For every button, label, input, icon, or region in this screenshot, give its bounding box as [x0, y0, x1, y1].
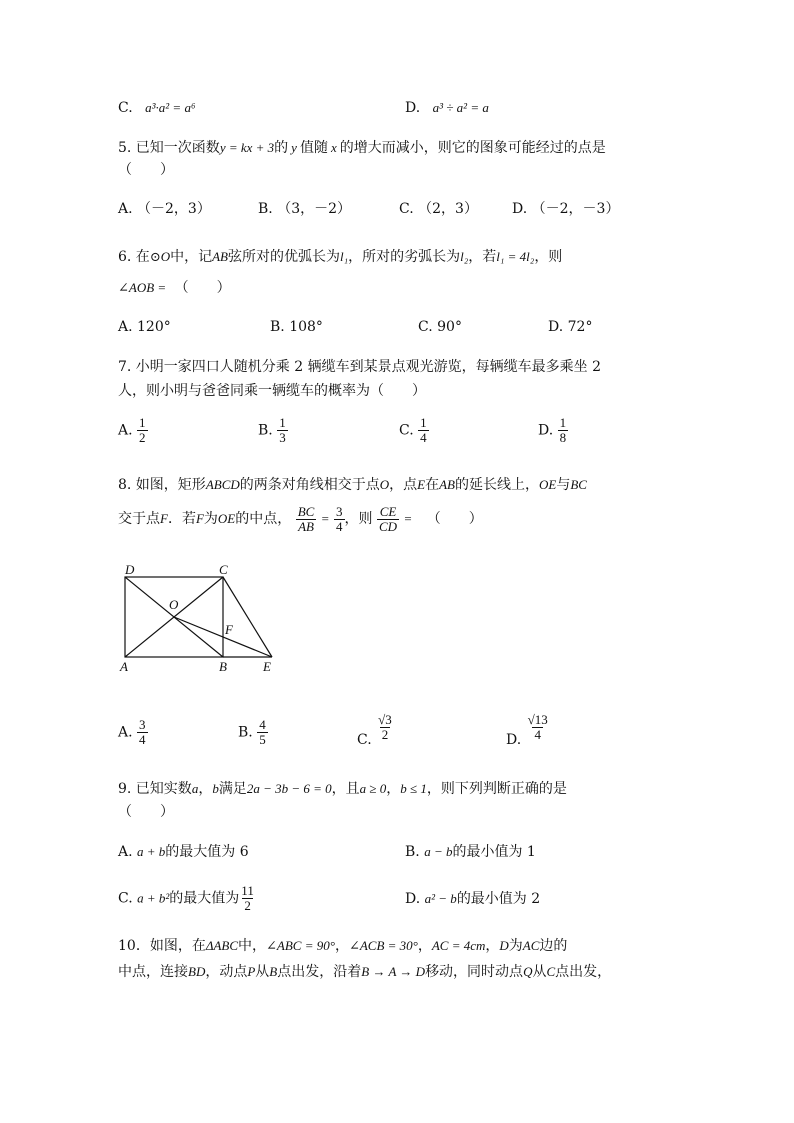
- point-d: D: [499, 938, 509, 953]
- q5-option-c: [399, 199, 478, 219]
- point-f: F: [160, 511, 168, 526]
- q8-text: 交于点: [118, 511, 160, 527]
- q5-option-a: [118, 199, 211, 219]
- q9-text: ，且: [331, 781, 360, 797]
- q10-text: 点出发，沿着: [277, 964, 362, 980]
- q4-option-c-expr: a³·a² = a⁶: [145, 100, 196, 115]
- denominator: CD: [378, 518, 398, 534]
- seg-ac: AC: [522, 938, 540, 953]
- fraction: [526, 713, 550, 742]
- rectangle-figure: [115, 560, 285, 675]
- q10-text: 中点，连接: [118, 964, 188, 980]
- option-value: （2，3）: [418, 201, 478, 217]
- option-label: C.: [399, 422, 414, 439]
- fraction: [137, 718, 148, 747]
- q10-text: 10．如图，在: [118, 938, 206, 954]
- label-b: B: [219, 659, 227, 674]
- q9-condition-b: b ≤ 1: [400, 781, 427, 796]
- q5-text: 的增大而减小，则它的图象可能经过的点是: [339, 140, 606, 156]
- point-e: E: [417, 477, 426, 492]
- option-label: A.: [118, 724, 133, 741]
- q8-option-c: [357, 712, 394, 748]
- fraction: [137, 416, 148, 445]
- option-value: 120°: [137, 319, 171, 335]
- path-bad: B → A → D: [361, 964, 426, 979]
- q8-option-d: [506, 712, 550, 748]
- q6-option-c: [418, 317, 462, 337]
- q9-text: ，: [198, 781, 213, 797]
- q8-stem-line1: [118, 475, 587, 495]
- q5-text: 值随: [299, 140, 328, 156]
- option-label: C.: [418, 319, 433, 335]
- q8-text: 的中点，: [235, 511, 292, 527]
- q5-text: 的: [274, 140, 289, 156]
- option-label: D.: [405, 100, 421, 116]
- q9-stem: [118, 779, 567, 799]
- option-value: （3，－2）: [277, 201, 352, 217]
- point-b: B: [269, 964, 278, 979]
- q8-text: 在: [425, 477, 440, 493]
- q9-option-b-expr: a − b: [424, 844, 453, 859]
- q10-text: 从: [532, 964, 547, 980]
- q7-option-c: [399, 416, 429, 445]
- angle-abc: ∠ABC = 90°: [266, 938, 335, 953]
- point-q: Q: [523, 964, 533, 979]
- seg-oe: OE: [539, 477, 557, 492]
- denominator: 4: [534, 727, 541, 742]
- q8-text: 与: [556, 477, 571, 493]
- option-label: B.: [405, 844, 420, 860]
- q8-text: ．若: [167, 511, 196, 527]
- fraction: [418, 416, 429, 445]
- q6-text: 6. 在: [118, 249, 150, 265]
- label-d: D: [125, 562, 135, 577]
- q7-option-b: [258, 416, 288, 445]
- denominator: 2: [244, 898, 251, 913]
- q10-text: 中，: [238, 938, 267, 954]
- q8-option-b: [238, 718, 268, 747]
- q9-option-c-expr: a + b²: [137, 890, 170, 906]
- q5-option-d: [512, 199, 619, 219]
- numerator: 1: [420, 415, 427, 430]
- option-label: D.: [506, 731, 522, 748]
- equals-sign: =: [403, 511, 413, 526]
- q10-stem-line1: [118, 936, 567, 956]
- q10-text: ，: [417, 938, 432, 954]
- fraction: [257, 718, 268, 747]
- q9-option-d-expr: a² − b: [424, 891, 457, 906]
- q9-option-a-text: 的最大值为 6: [165, 844, 249, 860]
- point-p: P: [247, 964, 256, 979]
- numerator: √3: [378, 712, 392, 727]
- numerator: 1: [139, 415, 146, 430]
- option-label: D.: [548, 319, 564, 335]
- numerator: BC: [297, 503, 315, 519]
- option-value: （－2，－3）: [531, 201, 620, 217]
- option-label: C.: [118, 890, 133, 907]
- var-b: b: [212, 781, 219, 796]
- q10-text: ，动点: [205, 964, 248, 980]
- denominator: 4: [336, 518, 343, 534]
- q10-text: 移动，同时动点: [425, 964, 524, 980]
- q4-option-d: [405, 98, 489, 118]
- denominator: 5: [259, 732, 266, 747]
- q5-var-y: y: [291, 140, 297, 155]
- q6-text: 中，记: [170, 249, 213, 265]
- angle-aob: ∠AOB =: [118, 280, 167, 295]
- fraction: [239, 884, 256, 913]
- q5-text: 5. 已知一次函数: [118, 140, 220, 156]
- q10-text: ，: [334, 938, 349, 954]
- circle-o: ⊙O: [149, 249, 171, 264]
- q10-text: 边的: [539, 938, 568, 954]
- option-label: B.: [270, 319, 285, 335]
- q7-option-a: [118, 416, 148, 445]
- q9-paren: （ ）: [118, 804, 174, 820]
- q9-option-d: [405, 889, 540, 909]
- q9-option-a-expr: a + b: [137, 844, 166, 859]
- option-value: 72°: [567, 319, 593, 335]
- rect-abcd: ABCD: [205, 477, 240, 492]
- q5-function: y = kx + 3: [219, 140, 275, 155]
- q8-option-a: [118, 718, 148, 747]
- label-e: E: [263, 659, 271, 674]
- option-label: B.: [238, 724, 253, 741]
- q9-option-d-text: 的最小值为 2: [456, 891, 541, 907]
- option-label: B.: [258, 422, 273, 439]
- option-label: A.: [118, 319, 133, 335]
- q9-text: 满足: [218, 781, 247, 797]
- q9-option-c: [118, 884, 256, 913]
- q6-paren: （ ）: [174, 280, 231, 296]
- q8-text: 的延长线上，: [455, 477, 539, 493]
- q6-stem-line2: [118, 278, 231, 298]
- fraction: [277, 416, 288, 445]
- var-l2: l₂: [460, 249, 469, 264]
- q5-option-b: [258, 199, 351, 219]
- option-label: A.: [118, 844, 133, 860]
- q10-text: 为: [508, 938, 523, 954]
- label-f: F: [225, 622, 233, 637]
- fraction-bc-ab: [296, 505, 317, 534]
- q6-stem: [118, 247, 562, 267]
- denominator: 2: [139, 430, 146, 445]
- denominator: 8: [559, 430, 567, 445]
- seg-bd: BD: [188, 964, 206, 979]
- fraction: [558, 416, 569, 445]
- q9-option-b: [405, 842, 536, 862]
- var-l1: l₁: [339, 249, 349, 264]
- q10-text: ，: [485, 938, 500, 954]
- denominator: 4: [139, 732, 146, 747]
- q9-text: 9. 已知实数: [118, 781, 192, 797]
- numerator: 1: [279, 415, 286, 430]
- option-label: D.: [405, 891, 421, 907]
- option-label: C.: [357, 731, 372, 748]
- option-value: 108°: [289, 319, 323, 335]
- q9-text: ，则下列判断正确的是: [426, 781, 567, 797]
- q6-text: ，所对的劣弧长为: [348, 249, 461, 265]
- q9-condition-a: a ≥ 0: [359, 781, 387, 796]
- q10-text: 从: [255, 964, 270, 980]
- q6-condition: l₁ = 4l₂: [496, 249, 535, 264]
- seg-oe: OE: [217, 511, 236, 526]
- fraction: [376, 713, 394, 742]
- q9-text: ，: [386, 781, 401, 797]
- point-f: F: [195, 511, 204, 526]
- q5-var-x: x: [330, 140, 337, 155]
- option-label: C.: [118, 100, 133, 116]
- label-o: O: [169, 597, 179, 612]
- q8-text: 8. 如图，矩形: [118, 477, 206, 493]
- q10-stem-line2: [118, 962, 611, 982]
- denominator: 3: [279, 430, 286, 445]
- option-label: D.: [512, 201, 528, 217]
- fraction-ce-cd: [377, 505, 399, 534]
- chord-ab: AB: [212, 249, 228, 264]
- fraction-3-4: [334, 505, 345, 534]
- option-value: 90°: [437, 319, 462, 335]
- seg-bc: BC: [570, 477, 587, 492]
- point-o: O: [379, 477, 390, 492]
- option-label: A.: [118, 422, 133, 439]
- denominator: AB: [298, 518, 314, 534]
- q9-option-a: [118, 842, 249, 862]
- numerator: 11: [241, 883, 254, 898]
- option-label: B.: [258, 201, 273, 217]
- numerator: 1: [559, 415, 567, 430]
- segment-ce: [223, 577, 272, 657]
- label-c: C: [219, 562, 228, 577]
- var-a: a: [191, 781, 199, 796]
- angle-acb: ∠ACB = 30°: [348, 938, 418, 953]
- q4-option-d-expr: a³ ÷ a² = a: [432, 100, 489, 115]
- q6-option-a: [118, 317, 171, 337]
- numerator: 4: [259, 717, 266, 732]
- seg-ab: AB: [439, 477, 455, 492]
- q8-text: 为: [203, 511, 218, 527]
- option-label: A.: [118, 201, 133, 217]
- equals-sign: =: [320, 511, 330, 526]
- triangle-abc: ΔABC: [205, 938, 239, 953]
- point-c: C: [546, 964, 556, 979]
- numerator: 3: [139, 717, 146, 732]
- option-value: （－2，3）: [137, 201, 211, 217]
- numerator: 3: [336, 503, 343, 519]
- q6-option-b: [270, 317, 323, 337]
- length-ac: AC = 4cm: [431, 938, 486, 953]
- q6-text: ，若: [468, 249, 497, 265]
- q5-paren: （ ）: [118, 162, 174, 178]
- option-label: D.: [538, 422, 554, 439]
- q5-stem: [118, 138, 606, 158]
- q9-option-b-text: 的最小值为 1: [452, 844, 536, 860]
- denominator: 2: [381, 727, 389, 742]
- q8-paren: （ ）: [426, 511, 483, 527]
- numerator: CE: [379, 503, 397, 519]
- denominator: 4: [420, 430, 427, 445]
- q8-text: 的两条对角线相交于点: [239, 477, 380, 493]
- option-label: C.: [399, 201, 414, 217]
- label-a: A: [120, 659, 128, 674]
- q4-option-c: [118, 98, 195, 118]
- q7-stem-line1: 7. 小明一家四口人随机分乘 2 辆缆车到某景点观光游览，每辆缆车最多乘坐 2: [118, 359, 601, 375]
- q6-option-d: [548, 317, 592, 337]
- q6-text: 弦所对的优弧长为: [227, 249, 340, 265]
- q8-text: ，则: [344, 511, 373, 527]
- q6-text: ，则: [534, 249, 563, 265]
- q9-equation: 2a − 3b − 6 = 0: [246, 781, 332, 796]
- q8-text: ，点: [389, 477, 418, 493]
- q9-option-c-text: 的最大值为: [169, 890, 240, 907]
- q7-option-d: [538, 416, 568, 445]
- q7-stem-line2: 人，则小明与爸爸同乘一辆缆车的概率为（ ）: [118, 383, 426, 399]
- q8-stem-line2: [118, 502, 483, 536]
- numerator: √13: [527, 712, 548, 727]
- q10-text: 点出发，: [555, 964, 612, 980]
